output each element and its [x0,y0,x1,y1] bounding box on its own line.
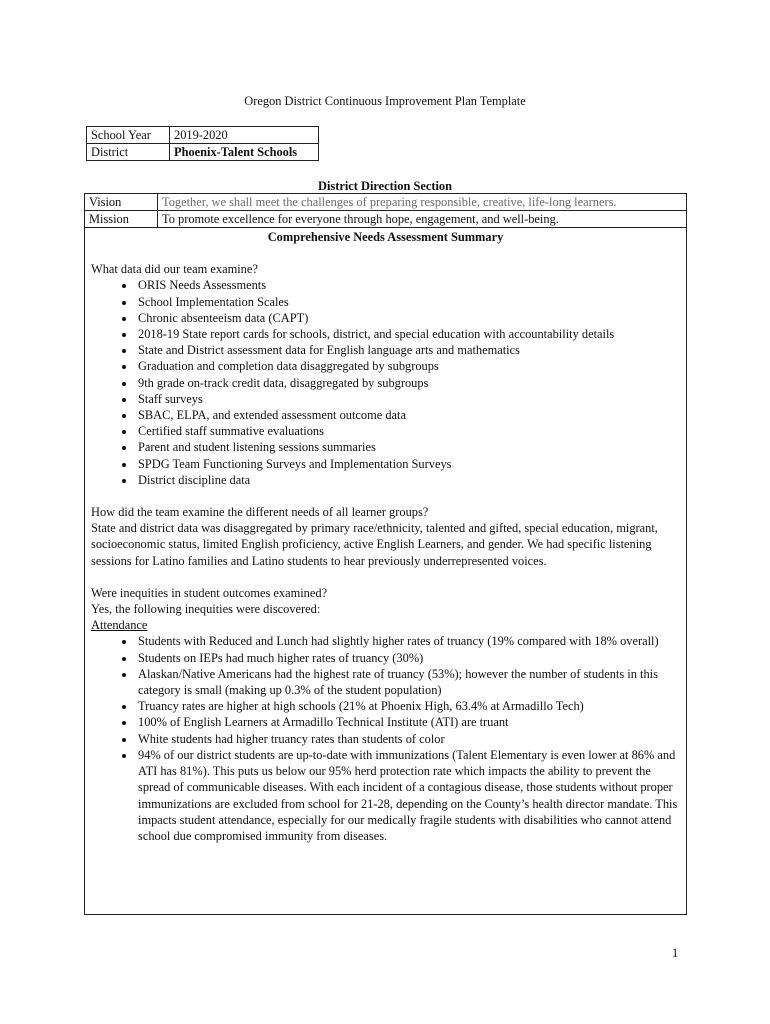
list-item: • Students on IEPs had much higher rates of truancy (30%) [136,650,680,666]
list-item: • Students with Reduced and Lunch had slightly higher rates of truancy (19% compared with 18% overall) [136,633,680,649]
document-title: Oregon District Continuous Improvement Plan Template [244,94,526,108]
list-item: • Parent and student listening sessions summaries [136,439,680,455]
list-item: • Staff surveys [136,391,680,407]
mission-label: Mission [85,211,158,228]
list-item: • SBAC, ELPA, and extended assessment outcome data [136,407,680,423]
list-item: • 94% of our district students are up-to-date with immunizations (Talent Elementary is even lower at 86% and ATI has 81%). This puts us below our 95% herd protection rate which impacts the ability to prevent the spread of communicable diseases. With each incident of a contagious disease, those students without proper immunizations are excluded from school for 21-28, depending on the County’s health director mandate. This impacts student attendance, especially for our medically fragile students with disabilities who cannot attend school due compromised immunity from diseases. [136,747,680,844]
mission-text: To promote excellence for everyone through hope, engagement, and well-being. [158,211,687,228]
question-data-examined: What data did our team examine? [91,262,258,277]
list-item: • SPDG Team Functioning Surveys and Implementation Surveys [136,456,680,472]
district-direction-title: District Direction Section [318,179,452,193]
school-year-label: School Year [87,127,170,144]
vision-row [85,194,687,211]
list-item: • Truancy rates are higher at high schools (21% at Phoenix High, 63.4% at Armadillo Tech) [136,698,680,714]
list-item: • 2018-19 State report cards for schools, district, and special education with accountability details [136,326,680,342]
answer-inequities: Yes, the following inequities were discovered: [91,602,321,617]
district-label: District [87,144,170,161]
school-info-table [86,126,319,161]
mission-row [85,211,687,228]
district-value: Phoenix-Talent Schools [170,144,319,161]
list-item: • District discipline data [136,472,680,488]
list-item: • School Implementation Scales [136,294,680,310]
district-direction-table [84,193,687,228]
data-examined-list [91,277,680,488]
page-number: 1 [672,946,679,960]
list-item: • Chronic absenteeism data (CAPT) [136,310,680,326]
needs-assessment-box [84,227,687,915]
question-inequities: Were inequities in student outcomes examined? [91,585,328,600]
list-item: • Alaskan/Native Americans had the highest rate of truancy (53%); however the number of students in this category is small (making up 0.3% of the student population) [136,666,680,698]
answer-learner-groups: State and district data was disaggregated by primary race/ethnicity, talented and gifted, special education, migrant, socioeconomic status, limited English proficiency, active English Learners, and gender. We had specific listening sessions for Latino families and Latino students to hear previously underrepresented voices. [91,521,658,568]
school-year-row [87,127,319,144]
list-item: • Certified staff summative evaluations [136,423,680,439]
district-row [87,144,319,161]
question-learner-groups: How did the team examine the different needs of all learner groups? [91,505,429,520]
attendance-list [91,633,680,844]
needs-assessment-title: Comprehensive Needs Assessment Summary [267,230,504,244]
list-item: • 100% of English Learners at Armadillo Technical Institute (ATI) are truant [136,714,680,730]
list-item: • State and District assessment data for English language arts and mathematics [136,342,680,358]
vision-label: Vision [85,194,158,211]
list-item: • ORIS Needs Assessments [136,277,680,293]
vision-text: Together, we shall meet the challenges of preparing responsible, creative, life-long learners. [158,194,687,211]
school-year-value: 2019-2020 [170,127,319,144]
attendance-heading: Attendance [91,618,148,633]
list-item: • White students had higher truancy rates than students of color [136,731,680,747]
list-item: • 9th grade on-track credit data, disaggregated by subgroups [136,375,680,391]
list-item: • Graduation and completion data disaggregated by subgroups [136,358,680,374]
